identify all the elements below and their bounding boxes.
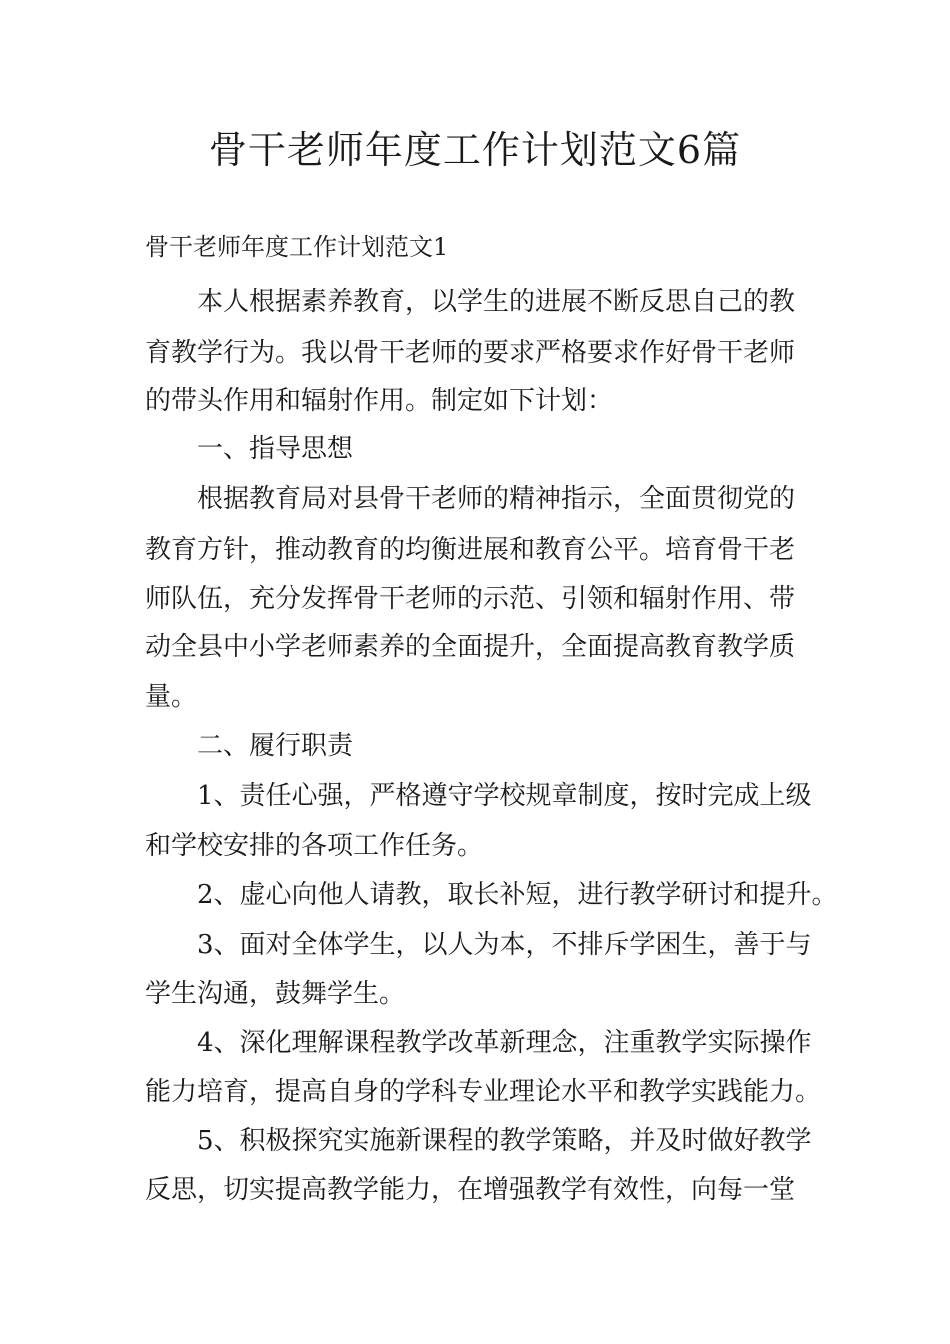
document-title: 骨干老师年度工作计划范文6篇	[208, 128, 742, 172]
list-item-line: 5、积极探究实施新课程的教学策略，并及时做好教学	[197, 1126, 812, 1156]
list-item-line: 学生沟通，鼓舞学生。	[145, 979, 406, 1009]
paragraph-line: 师队伍，充分发挥骨干老师的示范、引领和辐射作用、带	[145, 584, 796, 614]
list-item-line: 1、责任心强，严格遵守学校规章制度，按时完成上级	[197, 781, 812, 811]
list-item-line: 2、虚心向他人请教，取长补短，进行教学研讨和提升。	[197, 880, 838, 910]
list-item-line: 和学校安排的各项工作任务。	[145, 831, 484, 861]
section-subtitle: 骨干老师年度工作计划范文1	[145, 233, 449, 261]
paragraph-line: 量。	[145, 682, 198, 712]
paragraph-line: 教育方针，推动教育的均衡进展和教育公平。培育骨干老	[145, 535, 796, 565]
section-heading: 一、指导思想	[197, 434, 354, 464]
paragraph-line: 动全县中小学老师素养的全面提升，全面提高教育教学质	[145, 632, 796, 662]
list-item-line: 4、深化理解课程教学改革新理念，注重教学实际操作	[197, 1028, 812, 1058]
list-item-line: 3、面对全体学生，以人为本，不排斥学困生，善于与	[197, 930, 812, 960]
paragraph-line: 育教学行为。我以骨干老师的要求严格要求作好骨干老师	[145, 338, 796, 368]
section-heading: 二、履行职责	[197, 731, 354, 761]
paragraph-line: 的带头作用和辐射作用。制定如下计划：	[145, 386, 614, 416]
list-item-line: 能力培育，提高自身的学科专业理论水平和教学实践能力。	[145, 1077, 822, 1107]
paragraph-line: 本人根据素养教育，以学生的进展不断反思自己的教	[197, 287, 796, 317]
list-item-line: 反思，切实提高教学能力，在增强教学有效性，向每一堂	[145, 1175, 796, 1205]
paragraph-line: 根据教育局对县骨干老师的精神指示，全面贯彻党的	[197, 484, 796, 514]
